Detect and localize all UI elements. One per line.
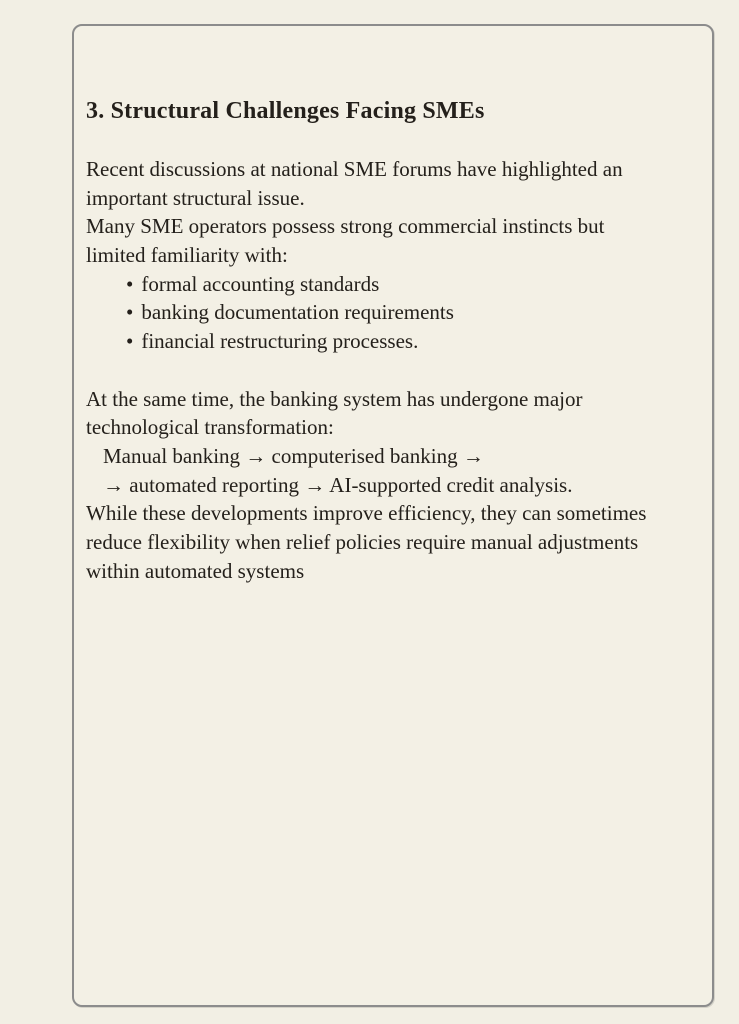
bullet-item-label: banking documentation requirements bbox=[141, 300, 454, 325]
paragraph-line: Recent discussions at national SME forums have highlighted an bbox=[86, 157, 623, 181]
section-heading: 3. Structural Challenges Facing SMEs bbox=[86, 98, 485, 124]
document-content bbox=[86, 96, 704, 585]
bullet-item-label: formal accounting standards bbox=[141, 271, 380, 296]
flow-line: Manual banking → computerised banking → bbox=[103, 443, 484, 468]
paragraph-spacer bbox=[86, 356, 704, 385]
paragraph-line: technological transformation: bbox=[86, 415, 334, 440]
paragraph-line: within automated systems bbox=[86, 558, 305, 583]
bullet-icon: • bbox=[126, 300, 134, 325]
paragraph-line: limited familiarity with: bbox=[86, 243, 288, 268]
paragraph-line: important structural issue. bbox=[86, 185, 305, 210]
paragraph-line: At the same time, the banking system has undergone major bbox=[86, 386, 583, 411]
bullet-item bbox=[86, 327, 704, 356]
bullet-icon: • bbox=[126, 271, 134, 296]
bullet-item bbox=[86, 270, 704, 299]
paragraph-line: Many SME operators possess strong commercial instincts but bbox=[86, 214, 605, 239]
bullet-icon: • bbox=[126, 329, 134, 354]
flow-line: → automated reporting → AI-supported credit analysis. bbox=[103, 472, 573, 497]
paragraph-line: reduce flexibility when relief policies require manual adjustments bbox=[86, 529, 639, 554]
bullet-item-label: financial restructuring processes. bbox=[141, 329, 419, 354]
bullet-item bbox=[86, 298, 704, 327]
paragraph-line: While these developments improve efficiency, they can sometimes bbox=[86, 501, 647, 526]
document-card bbox=[72, 24, 714, 1007]
